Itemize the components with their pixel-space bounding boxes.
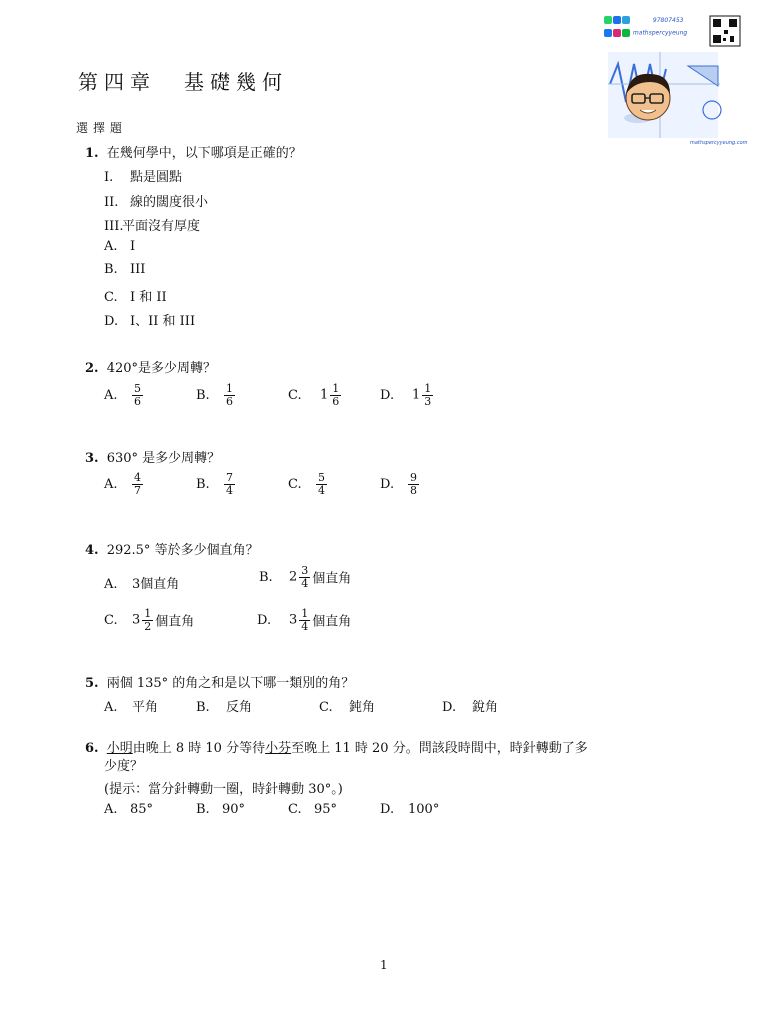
q1-option-d[interactable]: D. I、II 和 III [104,314,196,329]
question-4-text: 292.5° 等於多少個直角？ [106,543,259,558]
q3-option-c[interactable]: C. $\frac{5}{4}$ [288,471,325,497]
q5-option-b[interactable]: B. 反角 [196,700,253,715]
whatsapp-icon [604,16,612,24]
q1-option-a[interactable]: A. I [104,239,136,254]
q4-option-b[interactable]: B. 2 $\frac{3}{4}$ 個直角 [259,564,352,590]
q1-option-b[interactable]: B. III [104,262,146,277]
question-2-text: 420°是多少周轉？ [106,361,217,376]
q5-option-d[interactable]: D. 銳角 [442,700,499,715]
q3-option-a[interactable]: A. $\frac{4}{7}$ [104,471,141,497]
signal-icon [613,16,621,24]
q1-statement-1: I. 點是圓點 [104,170,183,185]
chapter-title [78,66,288,95]
chapter-name: 基礎幾何 [184,70,288,94]
q5-option-a[interactable]: A. 平角 [104,700,159,715]
name-xiaoming: 小明 [106,741,133,756]
q4-option-d[interactable]: D. 3 $\frac{1}{4}$ 個直角 [257,607,352,633]
q2-option-b[interactable]: B. $\frac{1}{6}$ [196,382,233,408]
q6-option-b[interactable]: B. 90° [196,802,246,817]
footer-handle: mathspercyyeung.com [690,140,748,146]
fraction: $\frac{1}{2}$ [144,607,152,633]
q6-option-d[interactable]: D. 100° [380,802,440,817]
question-6: 6. 小明由晚上 8 時 10 分等待小芬至晚上 11 時 20 分。問該段時間中，時針轉動了多 [85,741,588,756]
fraction: $\frac{3}{4}$ [301,564,309,590]
fraction: $\frac{1}{4}$ [301,607,309,633]
q4-option-a[interactable]: A. 3個直角 [104,577,180,592]
social-handle: mathspercyyeung [632,29,688,37]
q1-option-c[interactable]: C. I 和 II [104,290,167,305]
chapter-number: 第四章 [78,70,156,94]
fraction: $\frac{1}{6}$ [332,382,340,408]
fraction: $\frac{5}{6}$ [134,382,141,408]
telegram-icon [622,16,630,24]
question-2: 2. 420°是多少周轉？ [85,361,217,376]
question-5-text: 兩個 135° 的角之和是以下哪一類別的角？ [106,676,355,691]
facebook-icon [604,29,612,37]
q2-option-d[interactable]: D. 1 $\frac{1}{3}$ [380,382,432,408]
fraction: $\frac{9}{8}$ [410,471,417,497]
fraction: $\frac{7}{4}$ [226,471,233,497]
phone-number: 97807453 [652,16,684,24]
question-5: 5. 兩個 135° 的角之和是以下哪一類別的角？ [85,676,355,691]
fraction: $\frac{1}{6}$ [226,382,233,408]
q5-option-c[interactable]: C. 鈍角 [319,700,376,715]
question-1-text: 在幾何學中，以下哪項是正確的？ [106,146,302,161]
contact-social-row [604,29,687,37]
fraction: $\frac{4}{7}$ [134,471,141,497]
name-xiaofen: 小芬 [265,741,292,756]
q1-statement-2: II. 線的闊度很小 [104,195,209,210]
question-3-text: 630° 是多少周轉？ [106,451,221,466]
instagram-icon [613,29,621,37]
q1-statement-3: III.平面沒有厚度 [104,219,201,234]
q3-option-b[interactable]: B. $\frac{7}{4}$ [196,471,233,497]
q3-option-d[interactable]: D. $\frac{9}{8}$ [380,471,417,497]
q2-option-a[interactable]: A. $\frac{5}{6}$ [104,382,141,408]
wechat-icon [622,29,630,37]
q6-option-a[interactable]: A. 85° [104,802,154,817]
question-6-hint: (提示：當分針轉動一圈，時針轉動 30°。) [104,782,343,797]
contact-phone-row [604,16,683,24]
question-4: 4. 292.5° 等於多少個直角？ [85,543,259,558]
fraction: $\frac{5}{4}$ [318,471,325,497]
question-3: 3. 630° 是多少周轉？ [85,451,221,466]
question-6-line2: 少度？ [104,759,144,774]
section-heading: 選擇題 [76,121,128,135]
page-number: 1 [380,958,388,972]
question-1: 1. 在幾何學中，以下哪項是正確的？ [85,146,302,161]
q2-option-c[interactable]: C. 1 $\frac{1}{6}$ [288,382,340,408]
fraction: $\frac{1}{3}$ [424,382,432,408]
q6-option-c[interactable]: C. 95° [288,802,338,817]
q4-option-c[interactable]: C. 3 $\frac{1}{2}$ 個直角 [104,607,195,633]
